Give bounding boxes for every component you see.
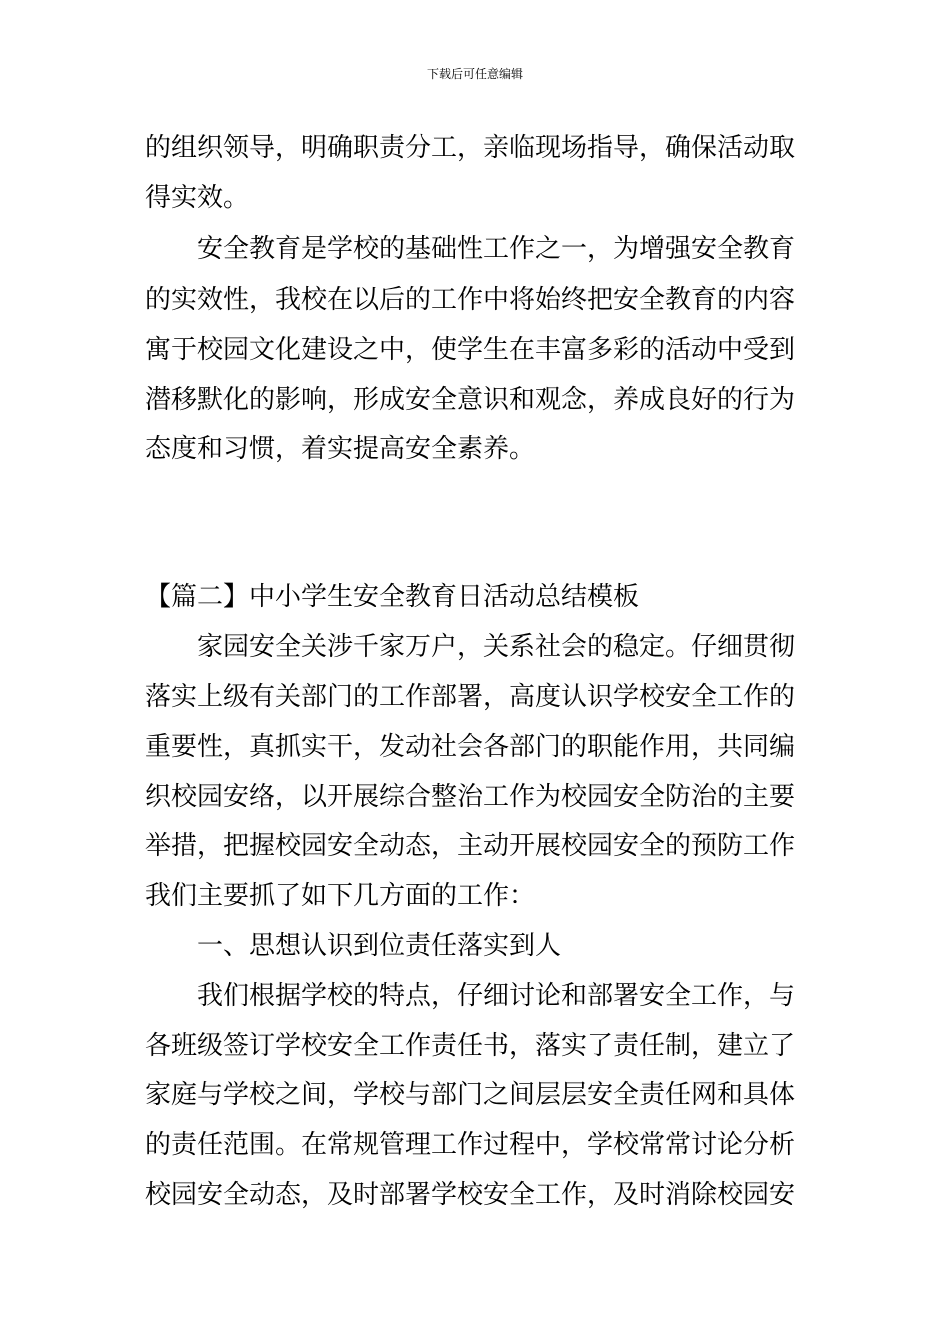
paragraph-line: 安全教育是学校的基础性工作之一，为增强安全教育 — [197, 234, 796, 264]
paragraph-line: 举措，把握校园安全动态，主动开展校园安全的预防工作 — [145, 831, 796, 861]
paragraph-line: 校园安全动态，及时部署学校安全工作，及时消除校园安 — [145, 1180, 796, 1210]
paragraph-line: 得实效。 — [145, 183, 250, 213]
paragraph-line: 重要性，真抓实干，发动社会各部门的职能作用，共同编 — [145, 732, 796, 762]
paragraph-line: 家园安全关涉千家万户，关系社会的稳定。仔细贯彻 — [197, 632, 796, 662]
paragraph-line: 态度和习惯，着实提高安全素养。 — [145, 434, 536, 464]
paragraph-line: 潜移默化的影响，形成安全意识和观念，养成良好的行为 — [145, 385, 796, 415]
paragraph-line: 我们主要抓了如下几方面的工作： — [145, 881, 536, 911]
paragraph-line: 各班级签订学校安全工作责任书，落实了责任制，建立了 — [145, 1031, 796, 1061]
subsection-heading: 一、思想认识到位责任落实到人 — [197, 931, 562, 961]
paragraph-line: 的实效性，我校在以后的工作中将始终把安全教育的内容 — [145, 285, 796, 315]
paragraph-line: 织校园安络，以开展综合整治工作为校园安全防治的主要 — [145, 782, 796, 812]
section-heading: 【篇二】中小学生安全教育日活动总结模板 — [145, 582, 640, 612]
paragraph-line: 的责任范围。在常规管理工作过程中，学校常常讨论分析 — [145, 1130, 796, 1160]
paragraph-line: 我们根据学校的特点，仔细讨论和部署安全工作，与 — [197, 981, 796, 1011]
paragraph-line: 的组织领导，明确职责分工，亲临现场指导，确保活动取 — [145, 133, 796, 163]
paragraph-line: 家庭与学校之间，学校与部门之间层层安全责任网和具体 — [145, 1080, 796, 1110]
page-header-note: 下载后可任意编辑 — [426, 67, 523, 81]
paragraph-line: 落实上级有关部门的工作部署，高度认识学校安全工作的 — [145, 682, 796, 712]
paragraph-line: 寓于校园文化建设之中，使学生在丰富多彩的活动中受到 — [145, 335, 796, 365]
